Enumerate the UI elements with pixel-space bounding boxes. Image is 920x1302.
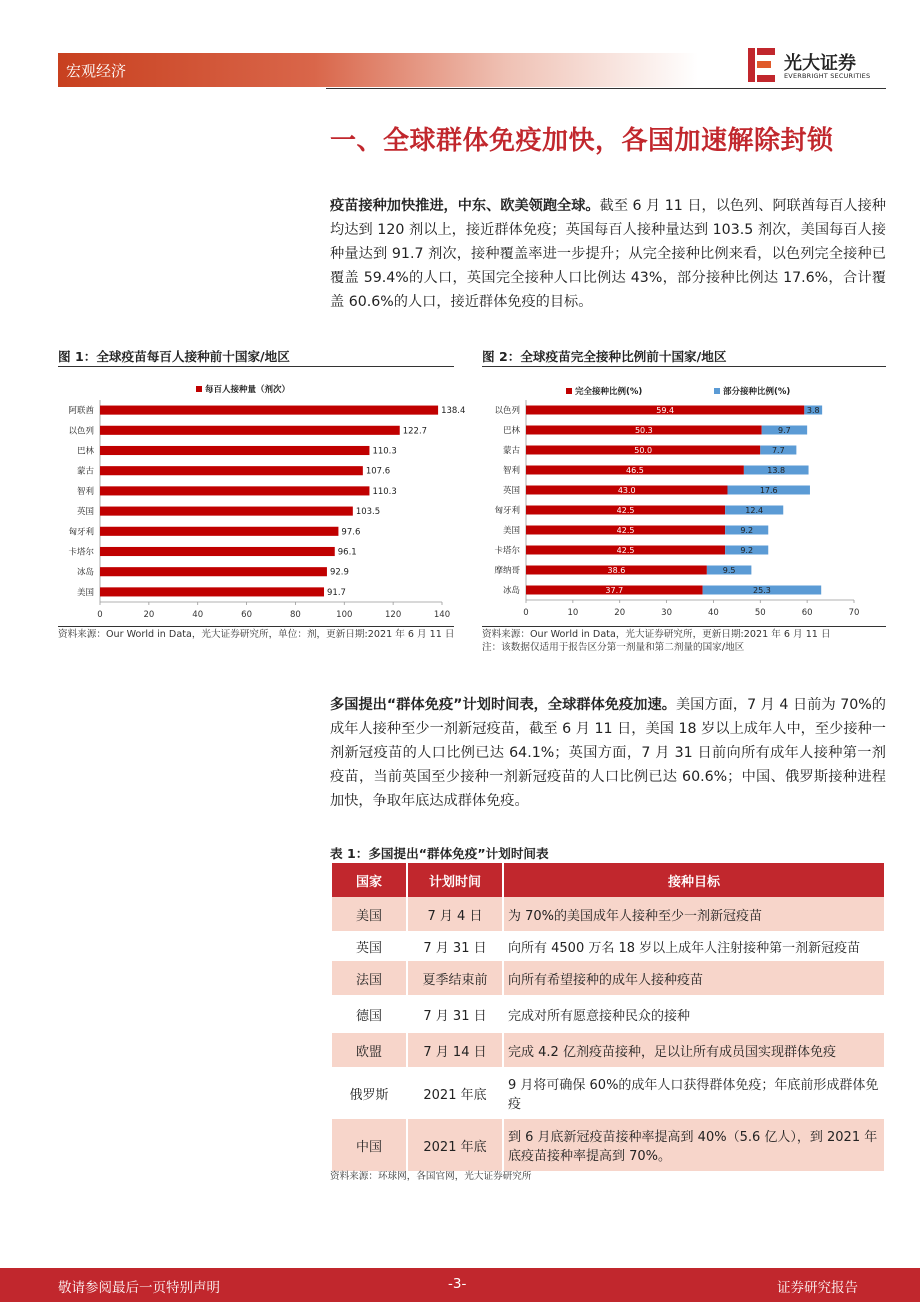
bar: [100, 466, 363, 475]
data-label: 9.2: [740, 546, 754, 555]
category-label: 蒙古: [76, 466, 94, 477]
table-cell-time: 7 月 4 日: [408, 897, 502, 931]
legend-label: 每百人接种量（剂次）: [205, 385, 291, 395]
legend-swatch: [566, 388, 572, 394]
legend-swatch: [714, 388, 720, 394]
bar: [100, 446, 369, 455]
x-tick-label: 10: [567, 608, 579, 618]
table-cell-country: 法国: [332, 961, 406, 995]
data-label: 50.3: [634, 426, 653, 435]
bar: [100, 567, 327, 576]
table-row: [332, 995, 884, 1033]
figure-1-caption: 图 1：全球疫苗每百人接种前十国家/地区: [58, 349, 290, 364]
paragraph-1-lead: 疫苗接种加快推进，中东、欧美领跑全球。: [330, 198, 600, 214]
paragraph-2-lead: 多国提出“群体免疫”计划时间表，全球群体免疫加速。: [330, 697, 676, 713]
bar: [100, 426, 400, 435]
table-cell-goal: 完成对所有愿意接种民众的接种: [508, 1008, 691, 1024]
legend-label: 完全接种比例(%): [575, 387, 643, 397]
data-label: 3.8: [806, 406, 820, 415]
data-label: 12.4: [745, 506, 764, 515]
category-label: 智利: [76, 486, 94, 497]
category-label: 卡塔尔: [494, 546, 520, 556]
table-cell-country: 德国: [355, 1008, 382, 1024]
table-cell-time: 夏季结束前: [408, 961, 502, 995]
section-title: 一、全球群体免疫加快，各国加速解除封锁: [330, 126, 834, 156]
figure-2-caption: 图 2：全球疫苗完全接种比例前十国家/地区: [482, 349, 727, 364]
brand-name: 光大证券: [784, 53, 856, 74]
data-label: 25.3: [753, 586, 771, 595]
table-cell-goal: 9 月将可确保 60%的成年人口获得群体免疫；年底前形成群体免疫: [508, 1078, 879, 1112]
paragraph-2: [330, 693, 886, 813]
legend-swatch: [196, 386, 202, 392]
chart-2: [482, 370, 886, 626]
section-label: 宏观经济: [66, 62, 127, 80]
category-label: 卡塔尔: [68, 547, 94, 558]
category-label: 摩纳哥: [494, 566, 520, 576]
category-label: 美国: [76, 587, 94, 598]
x-tick-label: 120: [385, 610, 402, 620]
plan-table: [330, 863, 886, 1171]
table-cell-goal: 向所有 4500 万名 18 岁以上成年人注射接种第一剂新冠疫苗: [508, 940, 861, 956]
data-label: 42.5: [616, 526, 635, 535]
x-tick-label: 100: [336, 610, 353, 620]
category-label: 以色列: [494, 406, 520, 416]
bar: [100, 547, 335, 556]
x-tick-label: 80: [290, 610, 301, 620]
table-row: [332, 1067, 884, 1119]
chart-1: [58, 370, 466, 626]
table-cell-goal: 为 70%的美国成年人接种至少一剂新冠疫苗: [504, 897, 884, 931]
table-cell-goal: 到 6 月底新冠疫苗接种率提高到 40%（5.6 亿人），到 2021 年底疫苗接种率提高到 70%。: [504, 1119, 884, 1171]
bar: [100, 406, 438, 415]
category-label: 匈牙利: [68, 527, 94, 538]
category-label: 英国: [76, 507, 94, 518]
category-label: 巴林: [76, 446, 94, 457]
header-band: [58, 53, 698, 87]
figure-2-rule: [482, 366, 886, 367]
x-tick-label: 30: [661, 608, 672, 618]
table-cell-country: 中国: [332, 1119, 406, 1171]
bar: [100, 587, 324, 596]
paragraph-1-body: 截至 6 月 11 日，以色列、阿联酋每百人接种均达到 120 剂以上，接近群体免疫；英国每百人接种量达到 103.5 剂次，美国每百人接种量达到 91.7 剂次，接种覆盖率进一步提升；从完全接种比例来看，以色列完全接种已覆盖 59.4%的人口，英国完全接种人口比例达 43%，部分接种比例达 17.6%，合计覆盖 60.6%的人口，接近群体免疫的目标。: [330, 198, 886, 310]
data-label: 138.4: [441, 406, 466, 417]
table-cell-goal: 完成 4.2 亿剂疫苗接种，足以让所有成员国实现群体免疫: [504, 1033, 884, 1067]
data-label: 46.5: [626, 466, 644, 475]
x-tick-label: 60: [241, 610, 252, 620]
data-label: 9.2: [740, 526, 754, 535]
data-label: 37.7: [605, 586, 624, 595]
x-tick-label: 60: [801, 608, 813, 618]
x-tick-label: 20: [143, 610, 155, 620]
x-tick-label: 0: [523, 608, 529, 618]
data-label: 122.7: [402, 426, 428, 437]
table-header-row: [332, 863, 884, 897]
table-cell-time: 2021 年底: [423, 1087, 487, 1103]
paragraph-1: [330, 194, 886, 314]
category-label: 英国: [502, 486, 520, 496]
table-row: [332, 961, 884, 995]
table-row: [332, 1033, 884, 1067]
paragraph-2-body: 美国方面，7 月 4 日前为 70%的成年人接种至少一剂新冠疫苗，截至 6 月 11 日，美国 18 岁以上成年人中，至少接种一剂新冠疫苗的人口比例已达 64.1%；英国方面，7 月 31 日前向所有成年人接种第一剂疫苗，当前英国至少接种一剂新冠疫苗的人口比例已达 60.6%；中国、俄罗斯接种进程加快，争取年底达成群体免疫。: [330, 697, 886, 809]
table-row: [332, 897, 884, 931]
table-cell-time: 7 月 31 日: [423, 1008, 487, 1024]
table-source: 资料来源：环球网，各国官网，光大证券研究所: [330, 1171, 532, 1182]
table-row: [332, 931, 884, 961]
data-label: 42.5: [616, 546, 635, 555]
bar: [100, 507, 353, 516]
x-tick-label: 50: [754, 608, 766, 618]
header-rule: [326, 88, 886, 89]
figure-1-source: 资料来源：Our World in Data，光大证券研究所，单位：剂，更新日期:2021 年 6 月 11 日: [58, 629, 455, 640]
data-label: 96.1: [337, 547, 357, 558]
category-label: 巴林: [502, 426, 520, 436]
data-label: 91.7: [327, 587, 346, 598]
figure-1-bottom-rule: [58, 626, 454, 627]
category-label: 匈牙利: [494, 506, 520, 516]
figure-1-rule: [58, 366, 454, 367]
data-label: 107.6: [365, 466, 391, 477]
data-label: 92.9: [329, 567, 349, 578]
category-label: 阿联酋: [68, 406, 94, 417]
data-label: 59.4: [656, 406, 675, 415]
table-caption: 表 1：多国提出“群体免疫”计划时间表: [330, 846, 549, 861]
data-label: 110.3: [372, 446, 397, 457]
category-label: 冰岛: [76, 567, 94, 578]
table-cell-country: 欧盟: [332, 1033, 406, 1067]
footer-disclaimer: 敬请参阅最后一页特别声明: [58, 1280, 220, 1296]
figure-2-bottom-rule: [482, 626, 886, 627]
data-label: 42.5: [616, 506, 635, 515]
category-label: 冰岛: [502, 586, 520, 596]
x-tick-label: 20: [614, 608, 626, 618]
x-tick-label: 40: [708, 608, 719, 618]
x-tick-label: 40: [192, 610, 204, 620]
table-row: [332, 1119, 884, 1171]
legend-label: 部分接种比例(%): [723, 387, 791, 397]
table-header-goal: 接种目标: [504, 863, 884, 897]
category-label: 智利: [502, 466, 520, 476]
bar: [100, 486, 369, 495]
data-label: 43.0: [617, 486, 636, 495]
table-cell-country: 俄罗斯: [349, 1087, 389, 1103]
data-label: 9.5: [722, 566, 736, 575]
table-header-country: 国家: [332, 863, 406, 897]
bar: [100, 527, 338, 536]
table-cell-country: 英国: [355, 940, 382, 956]
figure-2-note: 注：该数据仅适用于报告区分第一剂量和第二剂量的国家/地区: [482, 642, 745, 653]
data-label: 38.6: [607, 566, 626, 575]
x-tick-label: 70: [848, 608, 860, 618]
data-label: 7.7: [771, 446, 785, 455]
category-label: 以色列: [68, 426, 94, 437]
data-label: 17.6: [759, 486, 778, 495]
table-cell-time: 7 月 31 日: [423, 940, 487, 956]
data-label: 97.6: [341, 527, 361, 538]
table-cell-time: 7 月 14 日: [408, 1033, 502, 1067]
table-cell-goal: 向所有希望接种的成年人接种疫苗: [504, 961, 884, 995]
data-label: 50.0: [634, 446, 653, 455]
data-label: 9.7: [778, 426, 791, 435]
footer-report-type: 证券研究报告: [777, 1280, 858, 1296]
x-tick-label: 0: [97, 610, 103, 620]
category-label: 蒙古: [502, 446, 520, 456]
table-header-time: 计划时间: [408, 863, 502, 897]
brand-name-en: EVERBRIGHT SECURITIES: [784, 72, 871, 80]
data-label: 103.5: [355, 507, 381, 518]
brand-logo-icon: [748, 48, 778, 82]
data-label: 13.8: [767, 466, 786, 475]
data-label: 110.3: [372, 486, 397, 497]
table-cell-time: 2021 年底: [408, 1119, 502, 1171]
category-label: 美国: [502, 526, 520, 536]
x-tick-label: 140: [433, 610, 451, 620]
table-cell-country: 美国: [332, 897, 406, 931]
footer-page-number: -3-: [448, 1276, 467, 1292]
figure-2-source: 资料来源：Our World in Data，光大证券研究所，更新日期:2021 年 6 月 11 日: [482, 629, 831, 640]
